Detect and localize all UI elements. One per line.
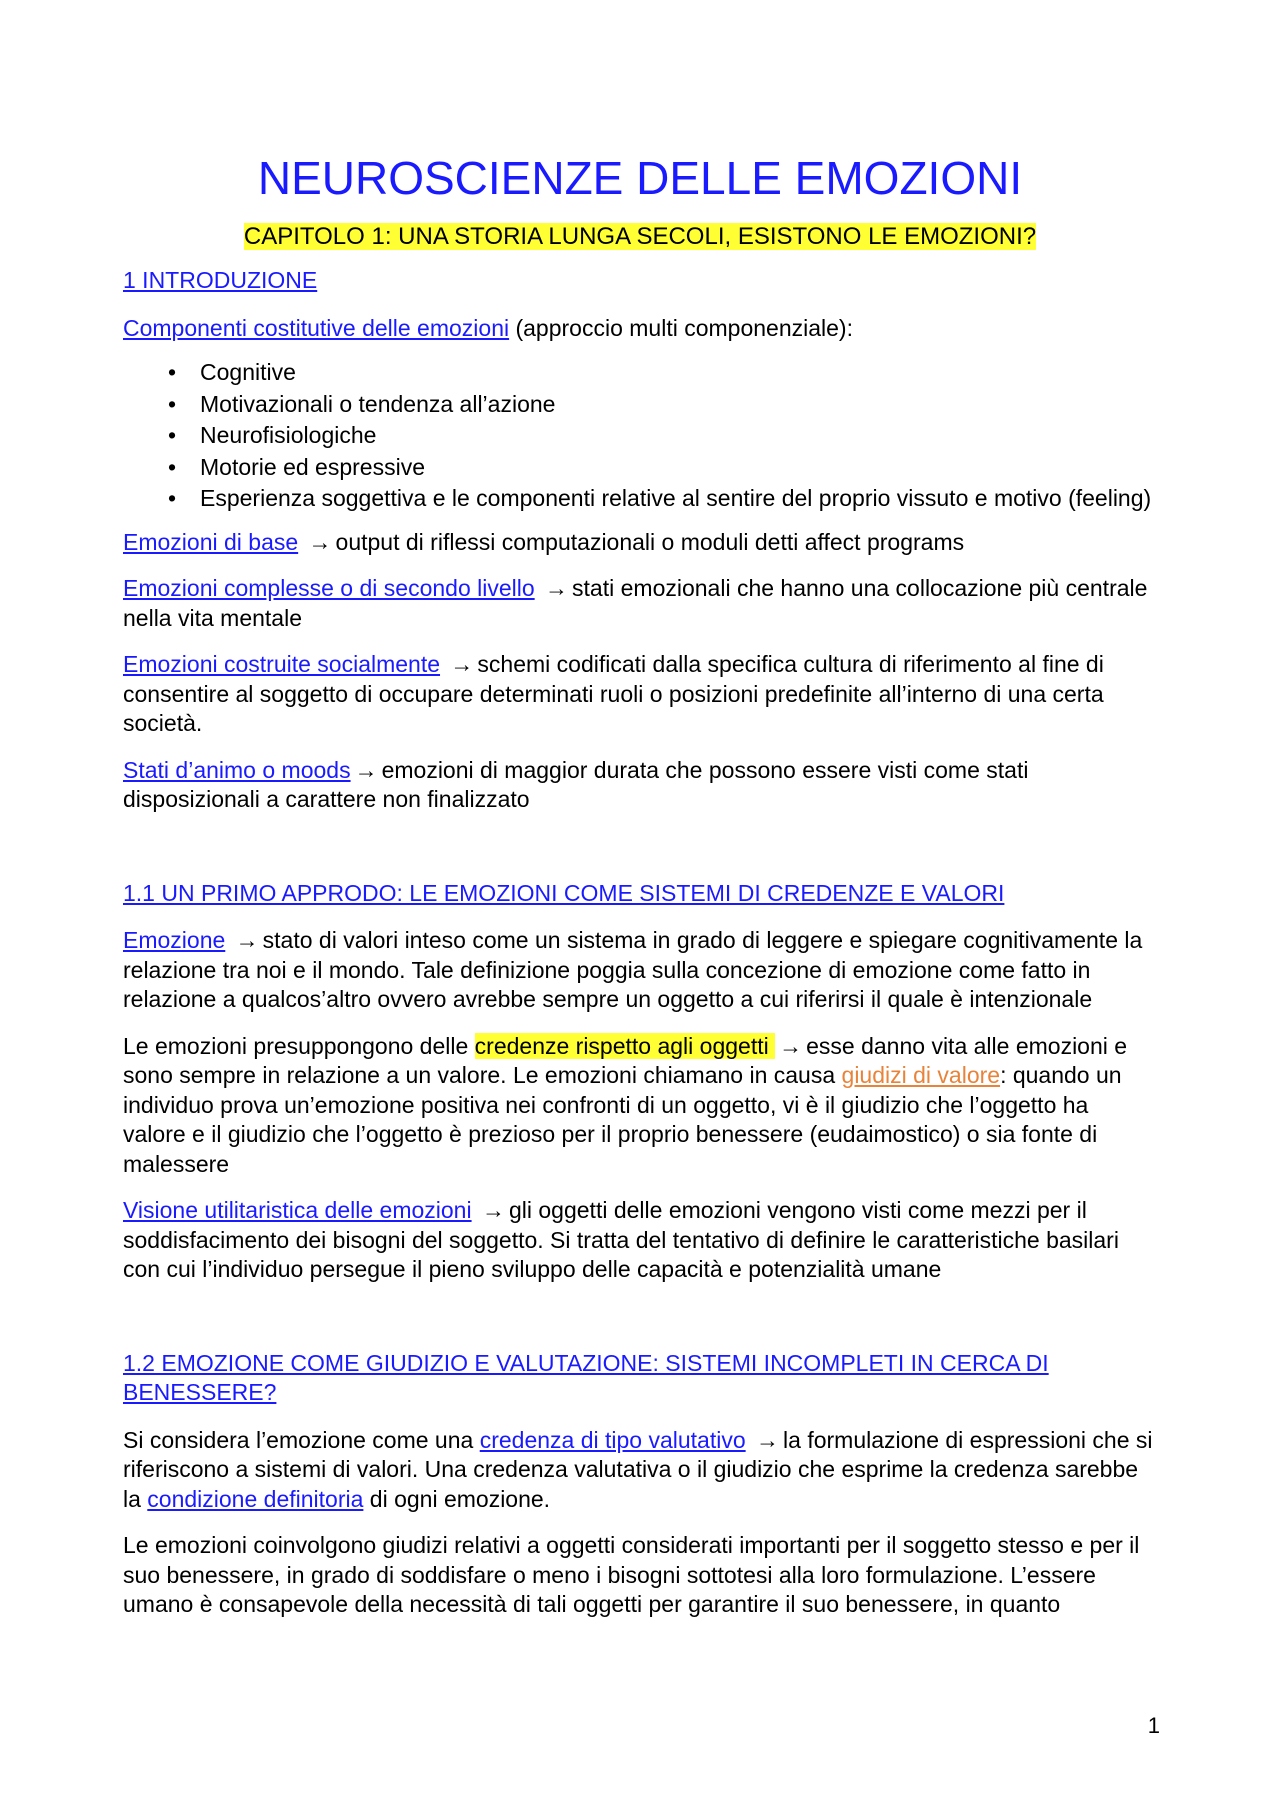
definition-term-link[interactable]: Emozioni complesse o di secondo livello	[123, 575, 535, 601]
chapter-title-highlight: CAPITOLO 1: UNA STORIA LUNGA SECOLI, ESISTONO LE EMOZIONI?	[243, 223, 1037, 250]
paragraph-text: la formulazione di espressioni che si riferiscono a sistemi di valori. Una credenza valutativa o il giudizio che esprime la credenza sarebbe la	[123, 1426, 1153, 1512]
definition-paragraph	[123, 574, 1157, 633]
definition-text: emozioni di maggior durata che possono essere visti come stati disposizionali a carattere non finalizzato	[123, 756, 1029, 812]
paragraph-text: esse danno vita alle emozioni e sono sempre in relazione a un valore. Le emozioni chiamano in causa	[123, 1032, 1128, 1088]
arrow-right-icon: →	[450, 651, 474, 677]
paragraph: Le emozioni coinvolgono giudizi relativi a oggetti considerati importanti per il soggetto stesso e per il suo benessere, in grado di soddisfare o meno i bisogni sottotesi alla loro formulazione. L’essere umano è consapevole della necessità di tali oggetti per garantire il suo benessere, in quanto	[123, 1532, 1140, 1617]
paragraph	[123, 1032, 1157, 1180]
arrow-right-icon: →	[545, 575, 569, 601]
section-heading-1-2: 1.2 EMOZIONE COME GIUDIZIO E VALUTAZIONE: SISTEMI INCOMPLETI IN CERCA DI BENESSERE?	[123, 1349, 1049, 1405]
bullet-icon: •	[168, 485, 177, 511]
paragraph	[123, 926, 1157, 1015]
bullet-icon: •	[168, 422, 177, 448]
section-heading-1-1: 1.1 UN PRIMO APPRODO: LE EMOZIONI COME SISTEMI DI CREDENZE E VALORI	[123, 879, 1005, 906]
arrow-right-icon: →	[779, 1032, 803, 1059]
definition-text: output di riflessi computazionali o moduli detti affect programs	[335, 528, 965, 555]
page-number: 1	[1147, 1713, 1160, 1738]
list-item	[123, 484, 1157, 514]
components-paragraph	[123, 314, 1157, 344]
credenza-valutativa-link[interactable]: credenza di tipo valutativo	[479, 1426, 746, 1453]
list-item	[123, 390, 1157, 420]
bullet-icon: •	[168, 359, 177, 385]
emozione-link[interactable]: Emozione	[123, 927, 226, 953]
arrow-right-icon: →	[481, 1197, 505, 1223]
list-item-text: Neurofisiologiche	[200, 422, 377, 448]
list-item-text: Esperienza soggettiva e le componenti relative al sentire del proprio vissuto e motivo (feeling)	[200, 485, 1152, 511]
paragraph	[123, 1196, 1157, 1285]
definition-term-link[interactable]: Emozioni di base	[123, 528, 299, 555]
list-item	[123, 358, 1157, 388]
list-item-text: Cognitive	[200, 359, 296, 385]
list-item-text: Motivazionali o tendenza all’azione	[200, 390, 556, 417]
definition-paragraph	[123, 528, 1157, 558]
components-list	[123, 358, 1157, 514]
paragraph-text: stato di valori inteso come un sistema in grado di leggere e spiegare cognitivamente la relazione tra noi e il mondo. Tale definizione poggia sulla concezione di emozione come fatto in relazione a qualcos’altro ovvero avrebbe sempre un oggetto a cui riferirsi il quale è intenzionale	[123, 927, 1143, 1012]
paragraph-text: Le emozioni presuppongono delle	[123, 1032, 475, 1059]
arrow-right-icon: →	[354, 756, 378, 783]
list-item-text: Motorie ed espressive	[200, 453, 425, 480]
paragraph	[123, 1426, 1157, 1515]
definition-term-link[interactable]: Emozioni costruite socialmente	[123, 651, 441, 677]
highlighted-text: credenze rispetto agli oggetti	[474, 1032, 776, 1059]
paragraph-text: gli oggetti delle emozioni vengono visti come mezzi per il soddisfacimento dei bisogni del soggetto. Si tratta del tentativo di definire le caratteristiche basilari con cui l’individuo persegue il pieno sviluppo delle capacità e potenzialità umane	[123, 1197, 1119, 1282]
visione-utilitaristica-link[interactable]: Visione utilitaristica delle emozioni	[123, 1197, 472, 1223]
document-title: NEUROSCIENZE DELLE EMOZIONI	[257, 152, 1023, 204]
definition-paragraph	[123, 756, 1157, 815]
paragraph-text: : quando un individuo prova un’emozione positiva nei confronti di un oggetto, vi è il giudizio che l’oggetto ha valore e il giudizio che l’oggetto è prezioso per il proprio benessere (eudaimostico) o sia fonte di malessere	[123, 1062, 1122, 1177]
components-rest: (approccio multi componenziale):	[509, 314, 853, 341]
giudizi-di-valore-link[interactable]: giudizi di valore	[841, 1062, 1001, 1088]
definition-text: stati emozionali che hanno una collocazione più centrale nella vita mentale	[123, 575, 1148, 631]
bullet-icon: •	[168, 390, 177, 417]
definition-text: schemi codificati dalla specifica cultura di riferimento al fine di consentire al soggetto di occupare determinati ruoli o posizioni predefinite all’interno di una certa società.	[123, 651, 1104, 736]
arrow-right-icon: →	[308, 528, 332, 555]
list-item	[123, 453, 1157, 483]
paragraph-text: di ogni emozione.	[363, 1485, 551, 1512]
list-item	[123, 421, 1157, 451]
section-heading-introduzione: 1 INTRODUZIONE	[123, 267, 318, 293]
chapter-heading	[123, 222, 1157, 252]
page-content	[123, 150, 1157, 1637]
condizione-definitoria-link[interactable]: condizione definitoria	[147, 1485, 364, 1512]
definition-term-link[interactable]: Stati d’animo o moods	[123, 756, 351, 783]
paragraph-text: Si considera l’emozione come una	[123, 1426, 480, 1453]
arrow-right-icon: →	[756, 1426, 780, 1453]
definition-paragraph	[123, 650, 1157, 739]
components-link[interactable]: Componenti costitutive delle emozioni	[123, 314, 510, 341]
arrow-right-icon: →	[235, 927, 259, 953]
bullet-icon: •	[168, 453, 177, 480]
